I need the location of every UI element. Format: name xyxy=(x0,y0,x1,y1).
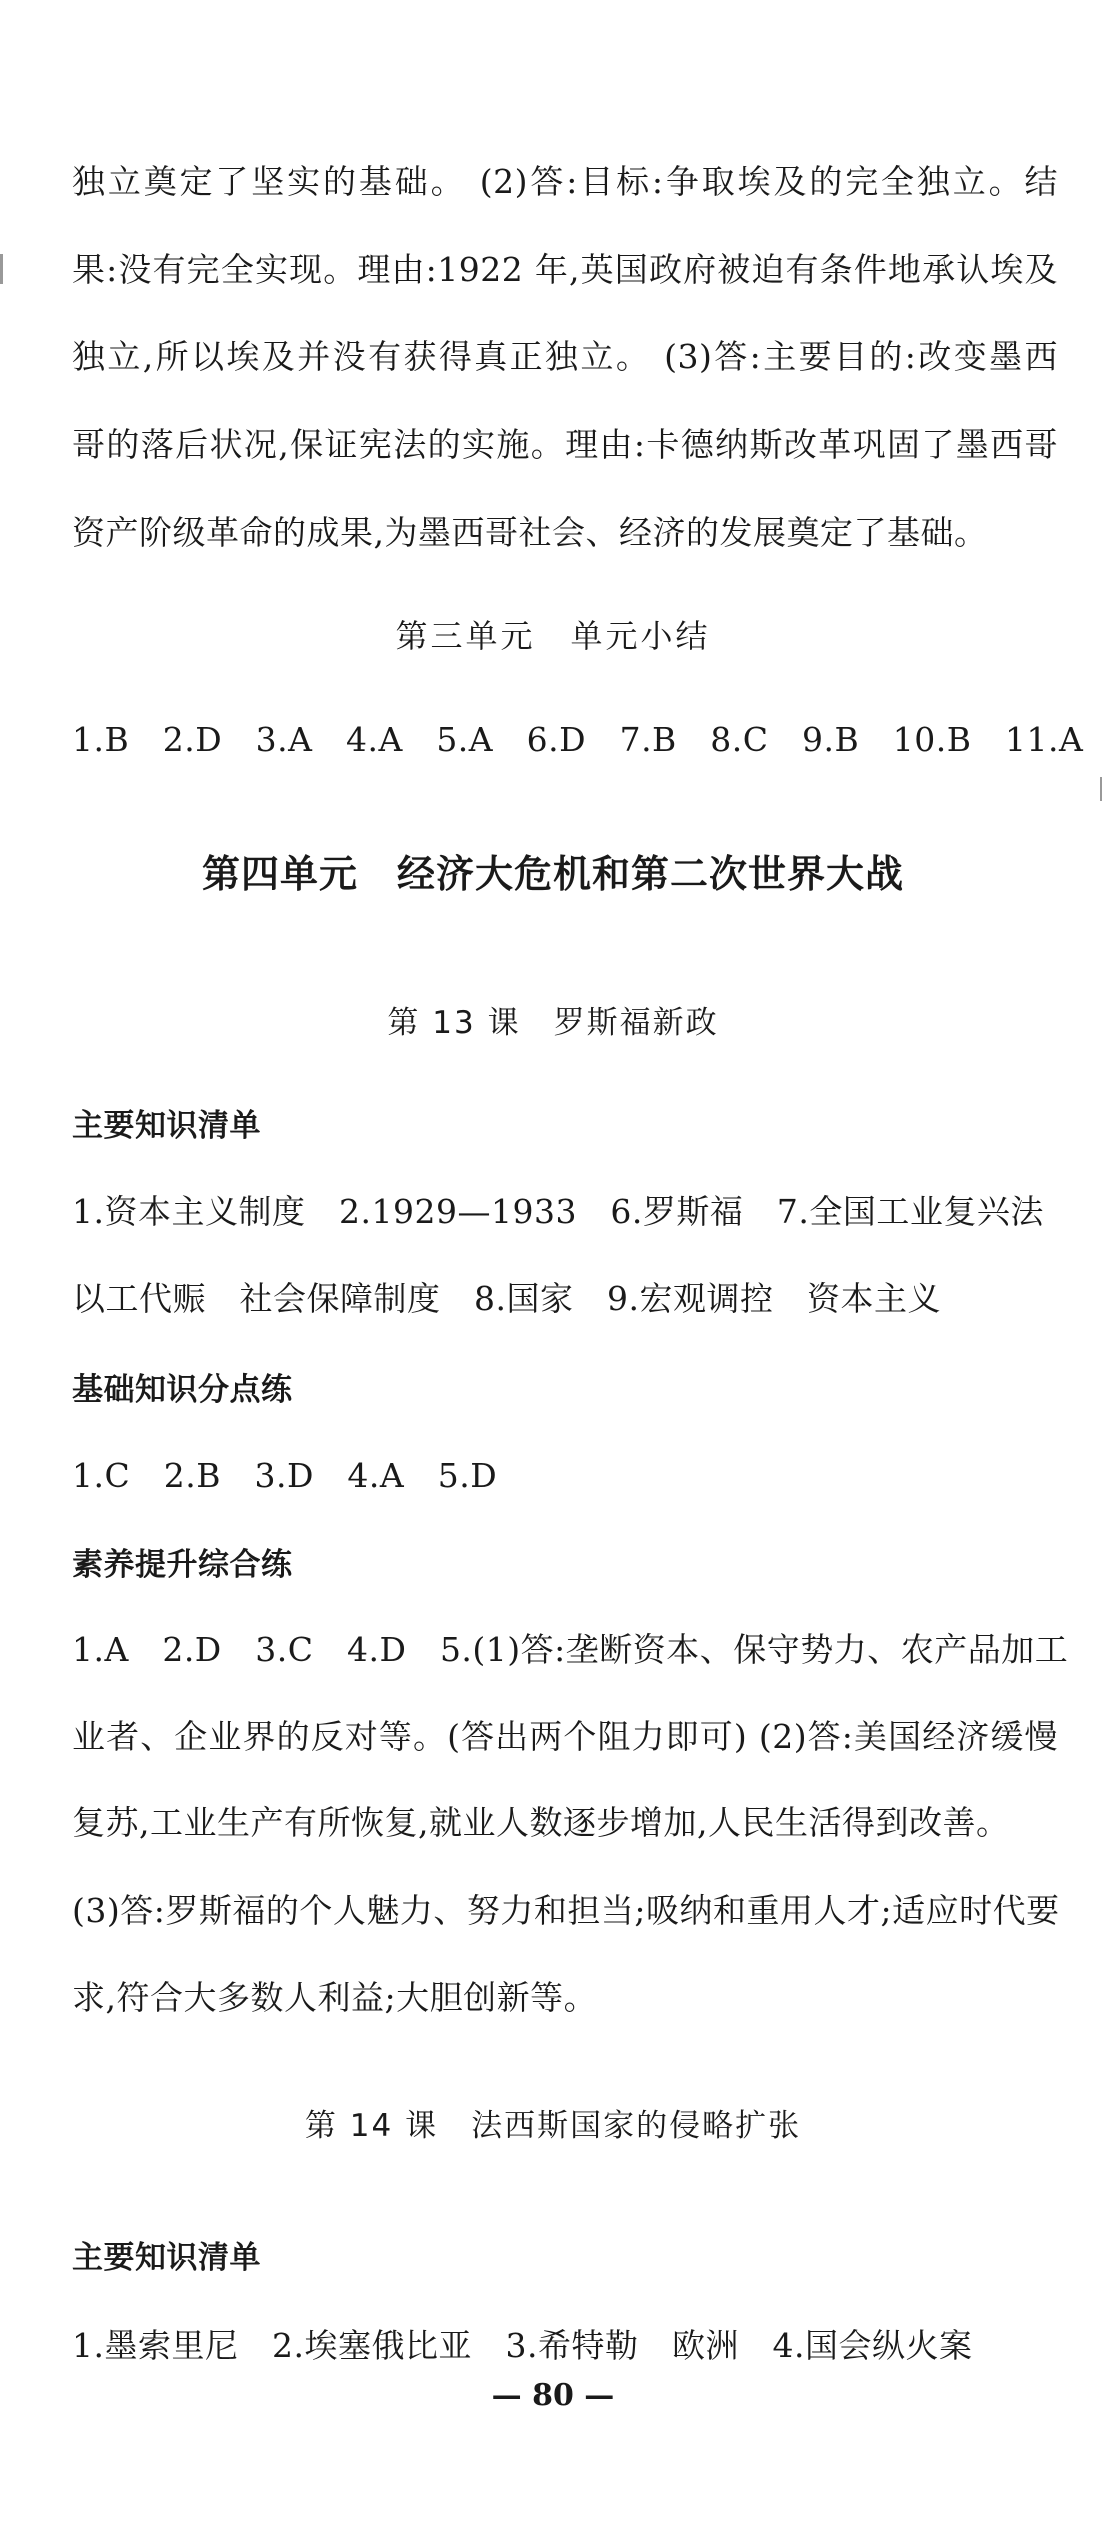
answer-line: 1.A 2.D 3.C 4.D 5.(1)答:垄断资本、保守势力、农产品加工 xyxy=(72,1630,1069,1669)
paragraph-line: 资产阶级革命的成果,为墨西哥社会、经济的发展奠定了基础。 xyxy=(72,513,988,552)
answer-line: 复苏,工业生产有所恢复,就业人数逐步增加,人民生活得到改善。 xyxy=(72,1803,1010,1842)
paragraph-line: 独立奠定了坚实的基础。 (2)答:目标:争取埃及的完全独立。结 xyxy=(72,162,1058,201)
unit-4-title: 第四单元 经济大危机和第二次世界大战 xyxy=(201,852,904,896)
answer-line: 求,符合大多数人利益;大胆创新等。 xyxy=(72,1978,598,2017)
paragraph-line: 哥的落后状况,保证宪法的实施。理由:卡德纳斯改革巩固了墨西哥 xyxy=(72,425,1058,464)
page-number: — 80 — xyxy=(491,2378,615,2413)
scan-edge-mark xyxy=(0,254,3,284)
unit-3-answers: 1.B 2.D 3.A 4.A 5.A 6.D 7.B 8.C 9.B 10.B 11.A xyxy=(72,720,1084,759)
paragraph-line: 独立,所以埃及并没有获得真正独立。 (3)答:主要目的:改变墨西 xyxy=(72,337,1058,376)
answer-line: 1.墨索里尼 2.埃塞俄比亚 3.希特勒 欧洲 4.国会纵火案 xyxy=(72,2326,973,2365)
lesson-14-title: 第 14 课 法西斯国家的侵略扩张 xyxy=(304,2108,802,2144)
scan-edge-mark xyxy=(1100,777,1102,801)
answer-line: 业者、企业界的反对等。(答出两个阻力即可) (2)答:美国经济缓慢 xyxy=(72,1717,1058,1756)
answer-line: (3)答:罗斯福的个人魅力、努力和担当;吸纳和重用人才;适应时代要 xyxy=(72,1891,1060,1930)
section-heading: 基础知识分点练 xyxy=(72,1372,293,1408)
unit-3-summary-title: 第三单元 单元小结 xyxy=(395,617,711,655)
answer-line: 1.C 2.B 3.D 4.A 5.D xyxy=(72,1456,498,1495)
paragraph-line: 果:没有完全实现。理由:1922 年,英国政府被迫有条件地承认埃及 xyxy=(72,250,1058,289)
section-heading: 素养提升综合练 xyxy=(72,1547,293,1583)
section-heading: 主要知识清单 xyxy=(72,2240,261,2276)
lesson-13-title: 第 13 课 罗斯福新政 xyxy=(387,1005,719,1041)
answer-line: 1.资本主义制度 2.1929—1933 6.罗斯福 7.全国工业复兴法 xyxy=(72,1192,1044,1231)
answer-line: 以工代赈 社会保障制度 8.国家 9.宏观调控 资本主义 xyxy=(72,1279,941,1318)
section-heading: 主要知识清单 xyxy=(72,1108,261,1144)
